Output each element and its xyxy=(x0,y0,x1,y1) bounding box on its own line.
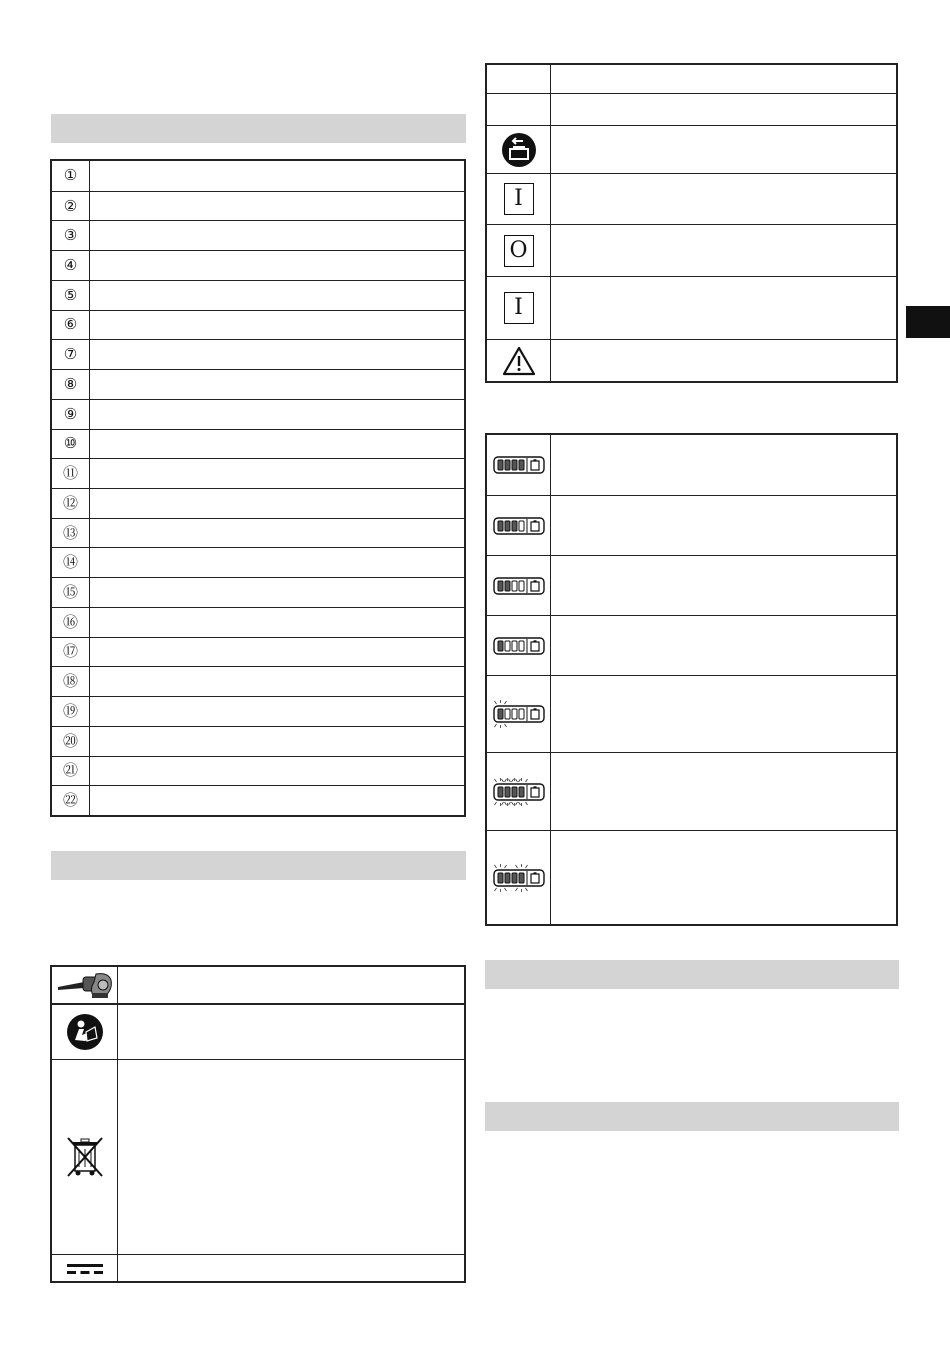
part-number: ⑪ xyxy=(62,464,78,483)
battery-segment xyxy=(512,873,517,883)
part-number: ⑨ xyxy=(63,404,78,423)
battery-indicator-cell xyxy=(487,676,551,752)
blink-ray xyxy=(494,888,496,891)
battery-segment xyxy=(519,787,524,797)
battery-symbol xyxy=(531,582,539,591)
blink-ray xyxy=(504,724,506,727)
part-number: ㉒ xyxy=(62,791,78,810)
parts-row xyxy=(52,161,464,191)
parts-row xyxy=(52,310,464,340)
battery-segment xyxy=(505,787,510,797)
blink-ray xyxy=(494,724,496,727)
battery-segment xyxy=(519,641,524,651)
battery-symbol xyxy=(531,710,539,719)
part-number-cell xyxy=(52,727,90,756)
switch-off-O-icon: O xyxy=(504,235,534,267)
battery-indicator-cell xyxy=(487,753,551,830)
blink-ray xyxy=(515,802,517,805)
battery-segment xyxy=(519,460,524,470)
part-number: ③ xyxy=(63,226,78,245)
parts-row xyxy=(52,547,464,577)
symbol-row xyxy=(52,1059,464,1254)
part-number-cell xyxy=(52,667,90,696)
parts-row xyxy=(52,696,464,726)
switch-on-I-icon: I xyxy=(504,292,534,324)
blink-ray xyxy=(494,779,496,782)
parts-table xyxy=(50,159,466,817)
battery-gauge-icon xyxy=(489,572,549,600)
blink-ray xyxy=(511,779,513,782)
symbols-table-left xyxy=(50,965,466,1283)
battery-segment xyxy=(498,521,503,531)
parts-row xyxy=(52,280,464,310)
blower-tool-icon xyxy=(52,967,118,1003)
battery-symbol xyxy=(531,874,539,883)
part-number: ⑦ xyxy=(63,345,78,364)
symbol-row xyxy=(487,276,896,339)
parts-row xyxy=(52,429,464,459)
battery-gauge-icon xyxy=(489,864,549,892)
battery-segment xyxy=(498,460,503,470)
blink-ray xyxy=(515,888,517,891)
battery-level-row xyxy=(487,830,896,924)
parts-row xyxy=(52,191,464,221)
blink-ray xyxy=(511,802,513,805)
part-number: ⑫ xyxy=(62,493,78,512)
section-band-4 xyxy=(485,1102,899,1131)
parts-row xyxy=(52,220,464,250)
crossed-bin-icon xyxy=(52,1060,118,1254)
part-number-cell xyxy=(52,786,90,815)
parts-row xyxy=(52,577,464,607)
language-tab-marker xyxy=(906,306,950,338)
battery-segment xyxy=(519,873,524,883)
section-band-1 xyxy=(51,114,466,143)
battery-segment xyxy=(519,581,524,591)
blink-ray xyxy=(508,779,510,782)
blink-ray xyxy=(494,802,496,805)
battery-release-icon xyxy=(487,126,551,173)
blink-ray xyxy=(504,888,506,891)
battery-gauge-icon xyxy=(489,700,549,728)
battery-segment xyxy=(498,709,503,719)
battery-segment xyxy=(498,641,503,651)
part-number-cell xyxy=(52,757,90,786)
blink-ray xyxy=(504,701,506,704)
battery-level-row xyxy=(487,615,896,675)
part-number: ⑩ xyxy=(63,434,78,453)
direct-current-icon xyxy=(52,1255,118,1282)
battery-gauge-icon xyxy=(489,512,549,540)
blink-ray xyxy=(525,865,527,868)
parts-row xyxy=(52,726,464,756)
battery-segment xyxy=(512,709,517,719)
battery-segment xyxy=(512,521,517,531)
part-number: ② xyxy=(63,196,78,215)
battery-segment xyxy=(498,787,503,797)
symbol-row xyxy=(487,173,896,224)
part-number-cell xyxy=(52,459,90,488)
battery-gauge-icon xyxy=(489,632,549,660)
part-number: ㉑ xyxy=(62,761,78,780)
part-number: ⑥ xyxy=(63,315,78,334)
blink-ray xyxy=(508,802,510,805)
part-number: ⑮ xyxy=(62,583,78,602)
blink-ray xyxy=(525,779,527,782)
part-number: ⑳ xyxy=(62,731,78,750)
battery-indicator-cell xyxy=(487,616,551,675)
blink-ray xyxy=(501,779,503,782)
part-number-cell xyxy=(52,311,90,340)
battery-level-row xyxy=(487,675,896,752)
blink-ray xyxy=(494,865,496,868)
blink-ray xyxy=(525,888,527,891)
symbols-table-right xyxy=(485,63,898,383)
part-number-cell xyxy=(52,548,90,577)
battery-segment xyxy=(512,641,517,651)
part-number-cell xyxy=(52,578,90,607)
part-number: ⑰ xyxy=(62,642,78,661)
part-number-cell xyxy=(52,161,90,191)
battery-symbol xyxy=(531,788,539,797)
battery-segment xyxy=(512,787,517,797)
symbol-row xyxy=(487,65,896,93)
part-number-cell xyxy=(52,281,90,310)
parts-row xyxy=(52,369,464,399)
parts-row xyxy=(52,250,464,280)
blink-ray xyxy=(501,802,503,805)
battery-level-row xyxy=(487,435,896,495)
battery-segment xyxy=(505,521,510,531)
part-number: ⑧ xyxy=(63,374,78,393)
warning-triangle-icon xyxy=(487,340,551,382)
battery-level-row xyxy=(487,752,896,830)
battery-segment xyxy=(505,581,510,591)
section-band-2 xyxy=(51,851,466,880)
symbol-row xyxy=(487,93,896,125)
battery-indicator-table xyxy=(485,433,898,926)
symbol-row xyxy=(487,224,896,276)
blink-ray xyxy=(518,779,520,782)
parts-row xyxy=(52,607,464,637)
read-manual-icon xyxy=(52,1005,118,1059)
part-number: ⑲ xyxy=(62,701,78,720)
battery-segment xyxy=(505,709,510,719)
part-number: ⑭ xyxy=(62,553,78,572)
battery-segment xyxy=(505,641,510,651)
part-number-cell xyxy=(52,430,90,459)
symbol-row xyxy=(487,125,896,173)
part-number-cell xyxy=(52,251,90,280)
battery-indicator-cell xyxy=(487,831,551,924)
battery-symbol xyxy=(531,522,539,531)
switch-on-cell xyxy=(487,277,551,339)
battery-segment xyxy=(505,873,510,883)
symbol-row xyxy=(52,1005,464,1059)
switch-off-cell xyxy=(487,225,551,276)
parts-row xyxy=(52,785,464,815)
parts-row xyxy=(52,518,464,548)
battery-segment xyxy=(519,709,524,719)
blink-ray xyxy=(525,802,527,805)
parts-row xyxy=(52,756,464,786)
part-number-cell xyxy=(52,489,90,518)
blink-ray xyxy=(515,779,517,782)
blink-ray xyxy=(504,802,506,805)
switch-on-cell xyxy=(487,174,551,224)
empty-symbol-cell xyxy=(487,94,551,125)
part-number-cell xyxy=(52,340,90,369)
parts-row xyxy=(52,637,464,667)
blink-ray xyxy=(518,802,520,805)
battery-gauge-icon xyxy=(489,451,549,479)
blink-ray xyxy=(504,779,506,782)
battery-level-row xyxy=(487,495,896,555)
blink-ray xyxy=(504,865,506,868)
battery-segment xyxy=(505,460,510,470)
parts-row xyxy=(52,458,464,488)
battery-indicator-cell xyxy=(487,496,551,555)
part-number-cell xyxy=(52,192,90,221)
battery-indicator-cell xyxy=(487,435,551,495)
blink-ray xyxy=(515,865,517,868)
section-band-3 xyxy=(485,960,899,989)
part-number: ⑱ xyxy=(62,672,78,691)
part-number-cell xyxy=(52,697,90,726)
battery-segment xyxy=(512,581,517,591)
symbol-row xyxy=(52,967,464,1005)
part-number-cell xyxy=(52,370,90,399)
switch-on-I-icon: I xyxy=(504,183,534,215)
battery-segment xyxy=(498,581,503,591)
part-number-cell xyxy=(52,221,90,250)
part-number: ④ xyxy=(63,256,78,275)
battery-indicator-cell xyxy=(487,556,551,615)
battery-gauge-icon xyxy=(489,778,549,806)
symbol-row xyxy=(487,339,896,382)
part-number: ⑬ xyxy=(62,523,78,542)
battery-symbol xyxy=(531,642,539,651)
battery-segment xyxy=(498,873,503,883)
battery-level-row xyxy=(487,555,896,615)
symbol-row xyxy=(52,1254,464,1282)
battery-segment xyxy=(519,521,524,531)
part-number-cell xyxy=(52,400,90,429)
parts-row xyxy=(52,339,464,369)
blink-ray xyxy=(494,701,496,704)
battery-symbol xyxy=(531,461,539,470)
part-number: ① xyxy=(63,166,78,185)
part-number-cell xyxy=(52,638,90,667)
part-number: ⑤ xyxy=(63,285,78,304)
parts-row xyxy=(52,399,464,429)
battery-segment xyxy=(512,460,517,470)
part-number-cell xyxy=(52,608,90,637)
part-number-cell xyxy=(52,519,90,548)
parts-row xyxy=(52,666,464,696)
parts-row xyxy=(52,488,464,518)
part-number: ⑯ xyxy=(62,612,78,631)
empty-symbol-cell xyxy=(487,65,551,93)
